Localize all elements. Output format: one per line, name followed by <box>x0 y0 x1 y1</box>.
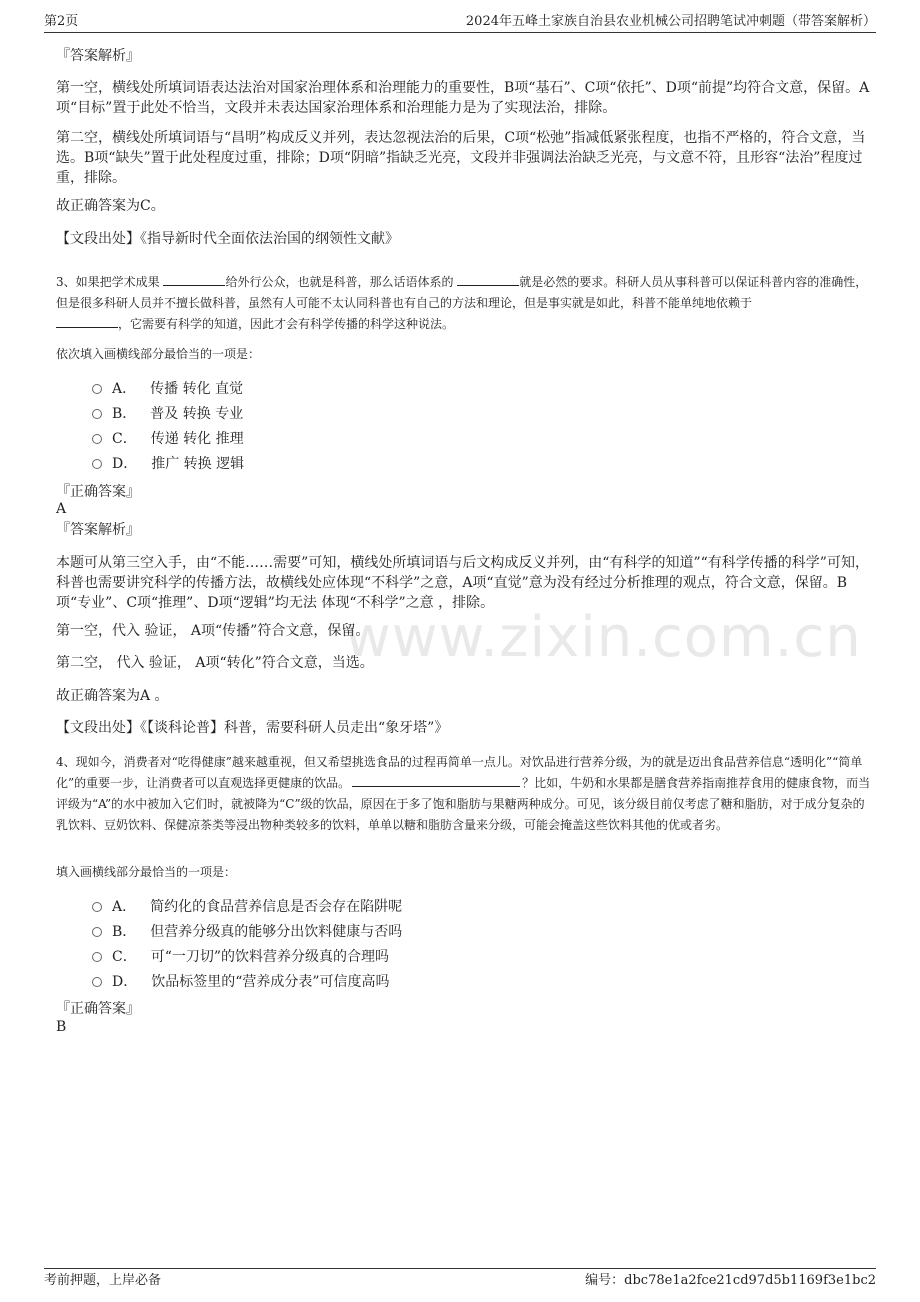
q3-option-d[interactable]: D． 推广 转换 逻辑 <box>92 454 244 474</box>
q3-source: 【文段出处】《【谈科论普】科普，需要科研人员走出“象牙塔”》 <box>56 720 449 736</box>
document-title: 2024年五峰土家族自治县农业机械公司招聘笔试冲刺题（带答案解析） <box>465 14 876 29</box>
q3-blank-1 <box>163 272 225 286</box>
radio-icon[interactable] <box>92 409 102 419</box>
prev-analysis-p1: 第一空，横线处所填词语表达法治对国家治理体系和治理能力的重要性，B项“基石”、C项“依托”、D项“前提”均符合文意，保留。A项“目标”置于此处不恰当，文段并未表达国家治理体系和治理能力是为了实现法治，排除。 <box>56 80 870 116</box>
q3-blank-2 <box>457 272 519 286</box>
prev-analysis-p2: 第二空，横线处所填词语与“昌明”构成反义并列，表达忽视法治的后果，C项“松弛”指减低紧张程度，也指不严格的，符合文意，当选。B项“缺失”置于此处程度过重，排除；D项“阴暗”指缺乏光亮，文段并非强调法治缺乏光亮，与文意不符，且形容“法治”程度过重，排除。 <box>56 130 866 186</box>
document-id: 编号：dbc78e1a2fce21cd97d5b1169f3e1bc2 <box>585 1273 876 1288</box>
page-number: 第2页 <box>44 14 79 29</box>
radio-icon[interactable] <box>92 434 102 444</box>
q3-analysis-p2: 第一空，代入 验证， A项“传播”符合文意，保留。 <box>56 623 370 639</box>
q4-answer-title: 『正确答案』 <box>56 1001 140 1017</box>
prev-analysis-title: 『答案解析』 <box>56 48 140 64</box>
q4-instruction: 填入画横线部分最恰当的一项是： <box>56 865 237 879</box>
q3-analysis-p3: 第二空， 代入 验证， A项“转化”符合文意，当选。 <box>56 655 374 671</box>
q3-conclusion: 故正确答案为A 。 <box>56 688 169 704</box>
q3-blank-3 <box>56 314 118 328</box>
q4-option-c[interactable]: C． 可“一刀切”的饮料营养分级真的合理吗 <box>92 947 389 967</box>
q3-answer-title: 『正确答案』 <box>56 484 140 500</box>
radio-icon[interactable] <box>92 902 102 912</box>
q4-option-d[interactable]: D． 饮品标签里的“营养成分表”可信度高吗 <box>92 972 390 992</box>
q3-option-b[interactable]: B． 普及 转换 专业 <box>92 404 243 424</box>
page-footer <box>44 1268 876 1289</box>
page-header <box>44 14 876 33</box>
q4-stem: 4、现如今，消费者对“吃得健康”越来越重视，但又希望挑选食品的过程再简单一点儿。对饮品进行营养分级，为的就是迈出食品营养信息“透明化”“简单化”的重要一步，让消费者可以直观选择更健康的饮品。 ？比如，牛奶和水果都是膳食营养指南推荐食用的健康食物，而当评级为“A”的水中被加入它们时，就被降为“C”级的饮品，原因在于多了饱和脂肪与果糖两种成分。可见，该分级目前仅考虑了糖和脂肪，对于成分复杂的乳饮料、豆奶饮料、保健凉茶类等浸出物种类较多的饮料，单单以糖和脂肪含量来分级，可能会掩盖这些饮料其他的优或者劣。 <box>56 755 871 832</box>
q3-stem: 3、如果把学术成果 给外行公众，也就是科普，那么话语体系的 就是必然的要求。科研人员从事科普可以保证科普内容的准确性，但是很多科研人员并不擅长做科普，虽然有人可能不太认同科普也有自己的方法和理论，但是事实就是如此，科普不能单纯地依赖于 ，它需要有科学的知道，因此才会有科学传播的科学这种说法。 <box>56 272 876 335</box>
prev-conclusion: 故正确答案为C。 <box>56 198 165 214</box>
q4-answer: B <box>56 1019 67 1035</box>
q3-instruction: 依次填入画横线部分最恰当的一项是： <box>56 347 261 361</box>
q3-answer: A <box>56 501 67 517</box>
watermark: www.zixin.com.cn <box>345 605 862 670</box>
q4-option-b[interactable]: B． 但营养分级真的能够分出饮料健康与否吗 <box>92 922 402 942</box>
radio-icon[interactable] <box>92 927 102 937</box>
radio-icon[interactable] <box>92 384 102 394</box>
footer-slogan: 考前押题，上岸必备 <box>44 1273 162 1288</box>
q3-option-c[interactable]: C． 传递 转化 推理 <box>92 429 244 449</box>
prev-source: 【文段出处】《指导新时代全面依法治国的纲领性文献》 <box>56 231 399 247</box>
q4-option-a[interactable]: A． 简约化的食品营养信息是否会存在陷阱呢 <box>92 897 402 917</box>
q3-analysis-title: 『答案解析』 <box>56 522 140 538</box>
q4-blank <box>352 773 520 787</box>
q3-option-a[interactable]: A． 传播 转化 直觉 <box>92 379 243 399</box>
radio-icon[interactable] <box>92 459 102 469</box>
radio-icon[interactable] <box>92 977 102 987</box>
radio-icon[interactable] <box>92 952 102 962</box>
q3-analysis-p1: 本题可从第三空入手，由“不能……需要”可知，横线处所填词语与后文构成反义并列，由“有科学的知道”“有科学传播的科学”可知，科普也需要讲究科学的传播方法，故横线处应体现“不科学”之意，A项“直觉”意为没有经过分析推理的观点，符合文意，保留。B项“专业”、C项“推理”、D项“逻辑”均无法 体现“不科学”之意 ，排除。 <box>56 555 869 611</box>
